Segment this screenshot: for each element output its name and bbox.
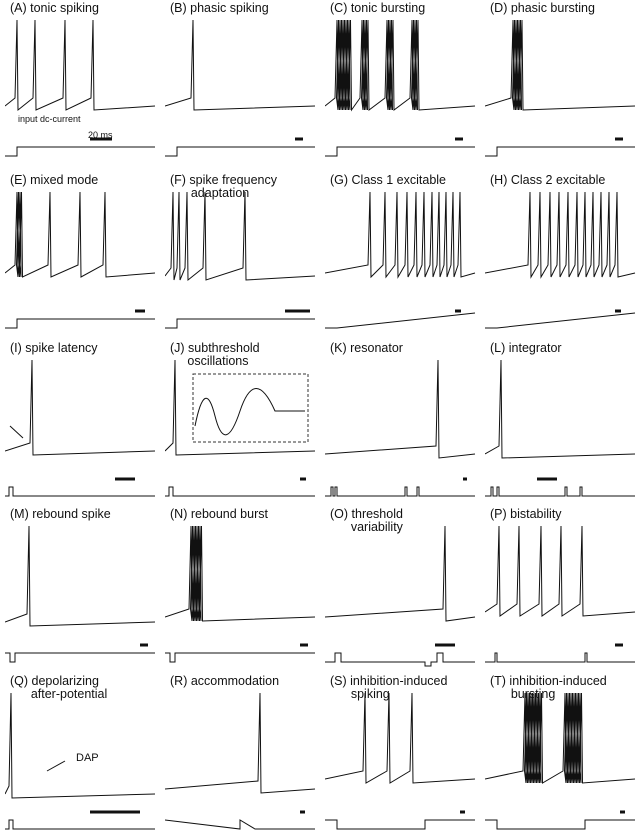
panel-title: (R) accommodation: [170, 674, 280, 688]
membrane-potential-trace: [5, 360, 155, 455]
membrane-potential-trace: [485, 20, 635, 110]
membrane-potential-trace: [325, 360, 475, 458]
membrane-potential-trace: [165, 192, 315, 280]
voltage-trace-plot: [5, 522, 160, 667]
input-current-trace: [165, 487, 315, 496]
membrane-potential-trace: [325, 20, 475, 110]
scale-label: 20 ms: [88, 130, 113, 140]
input-current-trace: [5, 319, 155, 328]
panel: [485, 174, 640, 339]
voltage-trace-plot: [485, 689, 640, 834]
membrane-potential-trace: [325, 693, 475, 783]
input-current-trace: [5, 487, 155, 496]
input-current-trace: [165, 147, 315, 156]
input-current-trace: [325, 487, 475, 496]
membrane-potential-trace: [165, 20, 315, 110]
membrane-potential-trace: [165, 526, 315, 621]
panel-title: (S) inhibition-induced spiking: [330, 674, 448, 701]
input-current-trace: [165, 653, 315, 662]
voltage-trace-plot: [485, 356, 640, 501]
panel-title: (H) Class 2 excitable: [490, 173, 606, 187]
voltage-trace-plot: [485, 522, 640, 667]
panel-title: (F) spike frequency adaptation: [170, 173, 277, 200]
panel-title: (B) phasic spiking: [170, 1, 269, 15]
panel: [485, 342, 640, 507]
voltage-trace-plot: [165, 522, 320, 667]
panel: [165, 2, 320, 167]
input-current-trace: [325, 653, 475, 666]
input-label: input dc-current: [18, 114, 81, 124]
voltage-trace-plot: [325, 16, 480, 161]
membrane-potential-trace: [485, 526, 635, 616]
voltage-trace-plot: [325, 188, 480, 333]
panel-title: (A) tonic spiking: [10, 1, 99, 15]
membrane-potential-trace: [5, 192, 155, 277]
panel-title: (E) mixed mode: [10, 173, 99, 187]
zoom-inset-box: [193, 374, 308, 442]
panel-title: (O) threshold variability: [330, 507, 403, 534]
panel-title: (M) rebound spike: [10, 507, 111, 521]
panel: [325, 174, 480, 339]
membrane-potential-trace: [5, 693, 155, 798]
input-current-trace: [165, 820, 315, 829]
panel: [325, 342, 480, 507]
panel-title: (G) Class 1 excitable: [330, 173, 447, 187]
input-current-trace: [325, 820, 475, 829]
panel-title: (N) rebound burst: [170, 507, 268, 521]
voltage-trace-plot: [485, 16, 640, 161]
dap-label: DAP: [76, 752, 99, 764]
panel: [5, 174, 160, 339]
panel-title: (K) resonator: [330, 341, 403, 355]
voltage-trace-plot: [325, 356, 480, 501]
panel: [5, 2, 160, 167]
membrane-potential-trace: [485, 693, 635, 783]
panel-title: (C) tonic bursting: [330, 1, 426, 15]
panel: [485, 675, 640, 840]
arrow: [47, 761, 65, 771]
voltage-trace-plot: [165, 356, 320, 501]
inset-oscillation-trace: [195, 389, 305, 435]
panel: [485, 508, 640, 673]
panel: [165, 675, 320, 840]
voltage-trace-plot: [485, 188, 640, 333]
arrow: [10, 426, 23, 438]
voltage-trace-plot: [165, 188, 320, 333]
panel: [325, 508, 480, 673]
panel-title: (L) integrator: [490, 341, 562, 355]
panel-title: (T) inhibition-induced bursting: [490, 674, 607, 701]
input-current-trace: [485, 487, 635, 496]
panel: [5, 508, 160, 673]
panel-title: (I) spike latency: [10, 341, 98, 355]
input-current-trace: [5, 820, 155, 829]
input-current-trace: [165, 319, 315, 328]
panel: [165, 342, 320, 507]
membrane-potential-trace: [5, 20, 155, 110]
voltage-trace-plot: [325, 689, 480, 834]
panel: [485, 2, 640, 167]
membrane-potential-trace: [485, 192, 635, 277]
membrane-potential-trace: [5, 526, 155, 626]
panel: [5, 342, 160, 507]
panel: [165, 174, 320, 339]
panel-title: (P) bistability: [490, 507, 562, 521]
membrane-potential-trace: [325, 192, 475, 277]
voltage-trace-plot: [165, 16, 320, 161]
input-current-trace: [5, 147, 155, 156]
panel: [325, 675, 480, 840]
input-current-trace: [485, 147, 635, 156]
panel-title: (Q) depolarizing after-potential: [10, 674, 108, 701]
voltage-trace-plot: [5, 188, 160, 333]
input-current-trace: [325, 147, 475, 156]
voltage-trace-plot: [325, 522, 480, 667]
voltage-trace-plot: [165, 689, 320, 834]
membrane-potential-trace: [485, 360, 635, 458]
voltage-trace-plot: [5, 356, 160, 501]
panel-title: (D) phasic bursting: [490, 1, 595, 15]
panel: [325, 2, 480, 167]
input-current-trace: [485, 820, 635, 829]
input-current-trace: [5, 653, 155, 662]
input-current-trace: [485, 313, 635, 328]
input-current-trace: [485, 653, 635, 662]
panel-title: (J) subthreshold oscillations: [170, 341, 260, 368]
membrane-potential-trace: [325, 526, 475, 621]
panel: [165, 508, 320, 673]
input-current-trace: [325, 313, 475, 328]
voltage-trace-plot: [5, 16, 160, 161]
membrane-potential-trace: [165, 693, 315, 793]
